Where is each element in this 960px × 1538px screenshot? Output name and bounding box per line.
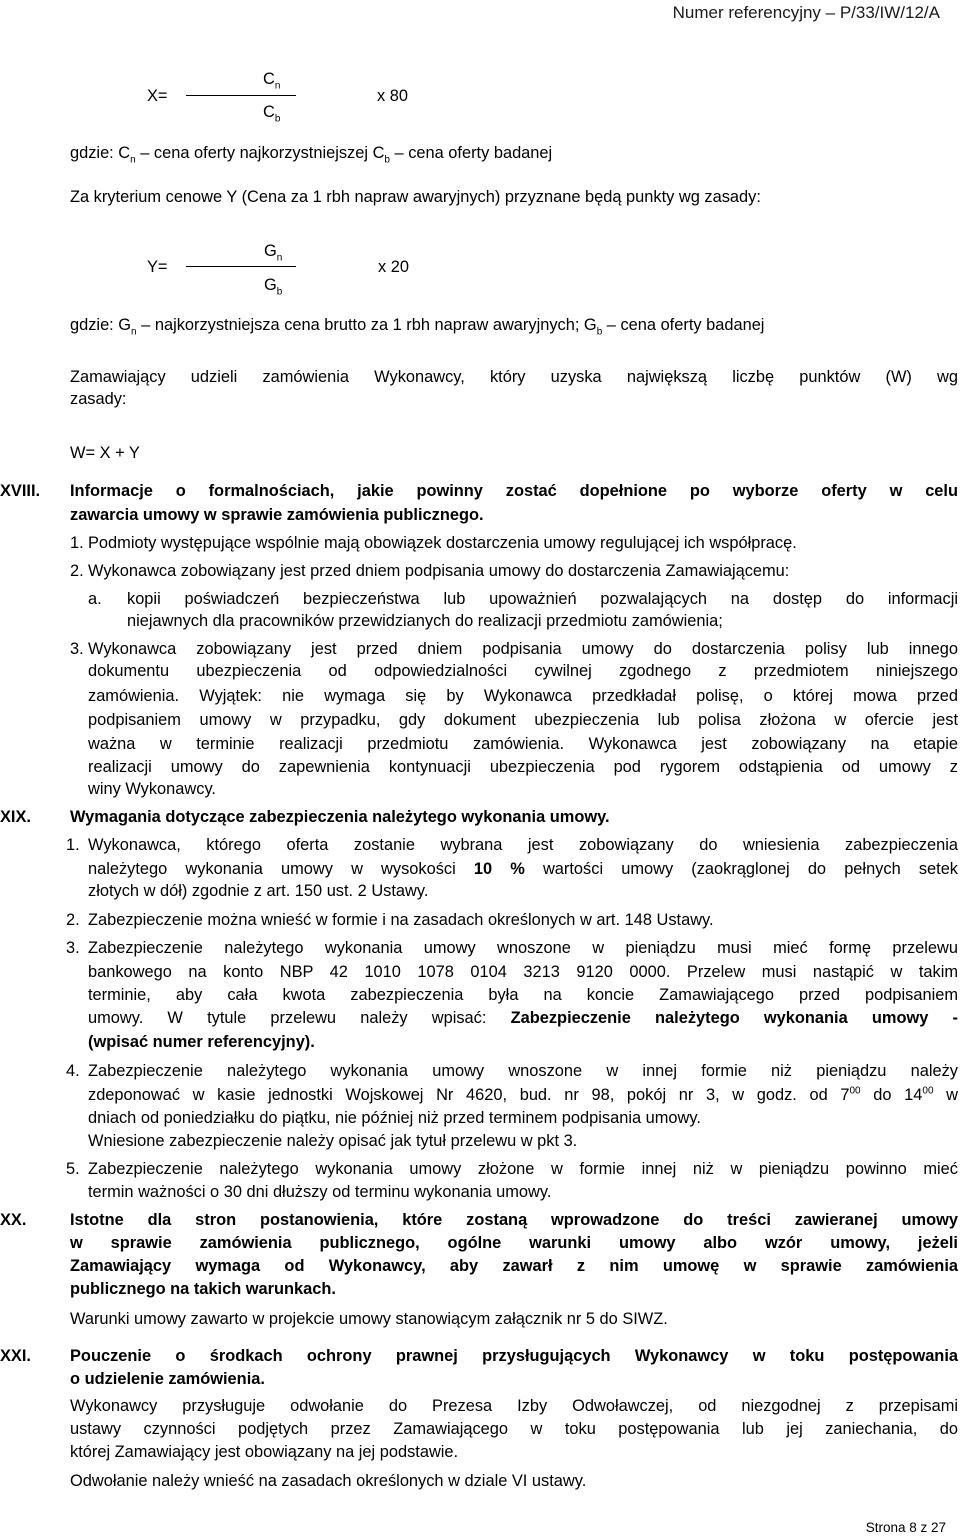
section-18-title-line2: zawarcia umowy w sprawie zamówienia publicznego. bbox=[70, 506, 484, 524]
formula-x-numerator: $C_n$ bbox=[263, 70, 281, 92]
award-rule-line2: zasady: bbox=[70, 390, 127, 408]
section-21-para-line2: ustawy czynności podjętych przez Zamawiającego w toku postępowania lub jej zaniechania, do bbox=[70, 1420, 958, 1438]
s18-item-a-letter: a. bbox=[88, 590, 102, 608]
section-18-title-line1: Informacje o formalnościach, jakie powinny zostać dopełnione po wyborze oferty w celu bbox=[70, 482, 958, 500]
s18-item-3-line1: Wykonawca zobowiązany jest przed dniem podpisania umowy do dostarczenia polisy lub innego bbox=[88, 640, 958, 658]
section-20-title-line3: Zamawiający wymaga od Wykonawcy, aby zawarł z nim umowę w sprawie zamówienia bbox=[70, 1257, 958, 1275]
s19-item-1-line2: należytego wykonania umowy w wysokości 10 % wartości umowy (zaokrąglonej do pełnych setek bbox=[88, 860, 959, 878]
section-21-para-line4: Odwołanie należy wnieść na zasadach określonych w dziale VI ustawy. bbox=[70, 1472, 587, 1490]
s19-item-4-number: 4. bbox=[66, 1062, 80, 1080]
section-19-title: Wymagania dotyczące zabezpieczenia należytego wykonania umowy. bbox=[70, 808, 610, 826]
formula-w: W= X + Y bbox=[70, 444, 140, 462]
s19-item-2-text: Zabezpieczenie można wnieść w formie i na zasadach określonych w art. 148 Ustawy. bbox=[88, 911, 714, 929]
section-21-para-line1: Wykonawcy przysługuje odwołanie do Prezesa Izby Odwoławczej, od niezgodnej z przepisami bbox=[70, 1397, 958, 1415]
page-number: Strona 8 z 27 bbox=[865, 1520, 946, 1535]
s18-item-3-number: 3. bbox=[70, 640, 84, 658]
criterion-y-intro: Za kryterium cenowe Y (Cena za 1 rbh napraw awaryjnych) przyznane będą punkty wg zasady: bbox=[70, 188, 761, 206]
s18-item-3-line3: zamówienia. Wyjątek: nie wymaga się by Wykonawca przedkładał polisę, o której mowa przed bbox=[88, 687, 958, 705]
s19-item-4-line1: Zabezpieczenie należytego wykonania umowy wnoszone w innej formie niż pieniądzu należy bbox=[88, 1062, 958, 1080]
s19-item-3-line4: umowy. W tytule przelewu należy wpisać: Zabezpieczenie należytego wykonania umowy - bbox=[88, 1009, 958, 1027]
s18-item-a-line2: niejawnych dla pracowników przewidzianych do realizacji przedmiotu zamówienia; bbox=[127, 612, 723, 630]
section-18-number: XVIII. bbox=[0, 482, 41, 500]
s18-item-a-line1: kopii poświadczeń bezpieczeństwa lub upoważnień pozwalających na dostęp do informacji bbox=[127, 590, 958, 608]
s19-item-4-line4: Wniesione zabezpieczenie należy opisać jak tytuł przelewu w pkt 3. bbox=[88, 1132, 578, 1150]
formula-y-lhs: Y= bbox=[147, 258, 168, 276]
section-20-number: XX. bbox=[0, 1211, 27, 1229]
s19-item-3-line2: bankowego na konto NBP 42 1010 1078 0104 3213 9120 0000. Przelew musi nastąpić w takim bbox=[88, 963, 958, 981]
section-21-title-line1: Pouczenie o środkach ochrony prawnej przysługujących Wykonawcy w toku postępowania bbox=[70, 1347, 958, 1365]
section-20-title-line4: publicznego na takich warunkach. bbox=[70, 1280, 336, 1298]
s18-item-2-text: Wykonawca zobowiązany jest przed dniem podpisania umowy do dostarczenia Zamawiającemu: bbox=[88, 562, 790, 580]
formula-y-legend: gdzie: $G_n$ – najkorzystniejsza cena brutto za 1 rbh napraw awaryjnych; $G_b$ – cena oferty badanej bbox=[70, 316, 765, 338]
s19-item-3-number: 3. bbox=[66, 939, 80, 957]
s18-item-2-number: 2. bbox=[70, 562, 84, 580]
section-20-title-line2: w sprawie zamówienia publicznego, ogólne warunki umowy albo wzór umowy, jeżeli bbox=[70, 1234, 958, 1252]
s18-item-3-line2: dokumentu ubezpieczenia od odpowiedzialności cywilnej zgodnego z przedmiotem niniejszego bbox=[88, 662, 958, 680]
section-19-number: XIX. bbox=[0, 808, 31, 826]
s19-item-3-line1: Zabezpieczenie należytego wykonania umowy wnoszone w pieniądzu musi mieć formę przelewu bbox=[88, 939, 958, 957]
s19-item-4-line3: dniach od poniedziałku do piątku, nie później niż przed terminem podpisania umowy. bbox=[88, 1109, 701, 1127]
s19-item-1-line3: złotych w dół) zgodnie z art. 150 ust. 2 Ustawy. bbox=[88, 882, 429, 900]
section-21-para-line3: której Zamawiający jest obowiązany na jej podstawie. bbox=[70, 1443, 459, 1461]
s18-item-3-line4: podpisaniem umowy w przypadku, gdy dokument ubezpieczenia lub polisa złożona w ofercie jest bbox=[88, 711, 958, 729]
s19-item-5-number: 5. bbox=[66, 1160, 80, 1178]
section-21-title-line2: o udzielenie zamówienia. bbox=[70, 1370, 265, 1388]
s19-item-3-line5: (wpisać numer referencyjny). bbox=[88, 1033, 315, 1051]
reference-number: Numer referencyjny – P/33/IW/12/A bbox=[672, 3, 940, 22]
section-20-title-line1: Istotne dla stron postanowienia, które zostaną wprowadzone do treści zawieranej umowy bbox=[70, 1211, 958, 1229]
s18-item-1-number: 1. bbox=[70, 534, 84, 552]
section-20-paragraph: Warunki umowy zawarto w projekcie umowy stanowiącym załącznik nr 5 do SIWZ. bbox=[70, 1310, 668, 1328]
section-21-number: XXI. bbox=[0, 1347, 31, 1365]
formula-x-denominator: $C_b$ bbox=[263, 103, 281, 125]
s19-item-4-line2: zdeponować w kasie jednostki Wojskowej Nr 4620, bud. nr 98, pokój nr 3, w godz. od $7^{00}$ do $14^{00}$ w bbox=[88, 1085, 958, 1104]
formula-y-multiplier: x 20 bbox=[378, 258, 409, 276]
s19-item-1-line1: Wykonawca, którego oferta zostanie wybrana jest zobowiązany do wniesienia zabezpieczenia bbox=[88, 836, 958, 854]
award-rule-line1: Zamawiający udzieli zamówienia Wykonawcy, który uzyska największą liczbę punktów (W) wg bbox=[70, 368, 958, 386]
s18-item-3-line5: ważna w terminie realizacji przedmiotu zamówienia. Wykonawca jest zobowiązany na etapie bbox=[88, 735, 958, 753]
formula-x-multiplier: x 80 bbox=[377, 87, 408, 105]
formula-y-fraction-bar bbox=[186, 266, 296, 267]
s18-item-3-line6: realizacji umowy do zapewnienia kontynuacji ubezpieczenia pod rygorem odstąpienia od umowy z bbox=[88, 758, 958, 776]
s19-item-5-line1: Zabezpieczenie należytego wykonania umowy złożone w formie innej niż w pieniądzu powinno mieć bbox=[88, 1160, 958, 1178]
formula-x-lhs: X= bbox=[147, 87, 168, 105]
s19-item-5-line2: termin ważności o 30 dni dłuższy od terminu wykonania umowy. bbox=[88, 1183, 552, 1201]
formula-x-fraction-bar bbox=[186, 95, 296, 96]
formula-x-legend: gdzie: $C_n$ – cena oferty najkorzystniejszej $C_b$ – cena oferty badanej bbox=[70, 144, 553, 166]
formula-y-numerator: $G_n$ bbox=[264, 242, 283, 264]
s19-item-2-number: 2. bbox=[66, 911, 80, 929]
s19-item-1-number: 1. bbox=[66, 836, 80, 854]
s18-item-3-line7: winy Wykonawcy. bbox=[88, 780, 216, 798]
formula-y-denominator: $G_b$ bbox=[264, 276, 283, 298]
s18-item-1-text: Podmioty występujące wspólnie mają obowiązek dostarczenia umowy regulującej ich współpracę. bbox=[88, 534, 797, 552]
s19-item-3-line3: terminie, aby cała kwota zabezpieczenia była na koncie Zamawiającego przed podpisaniem bbox=[88, 986, 958, 1004]
